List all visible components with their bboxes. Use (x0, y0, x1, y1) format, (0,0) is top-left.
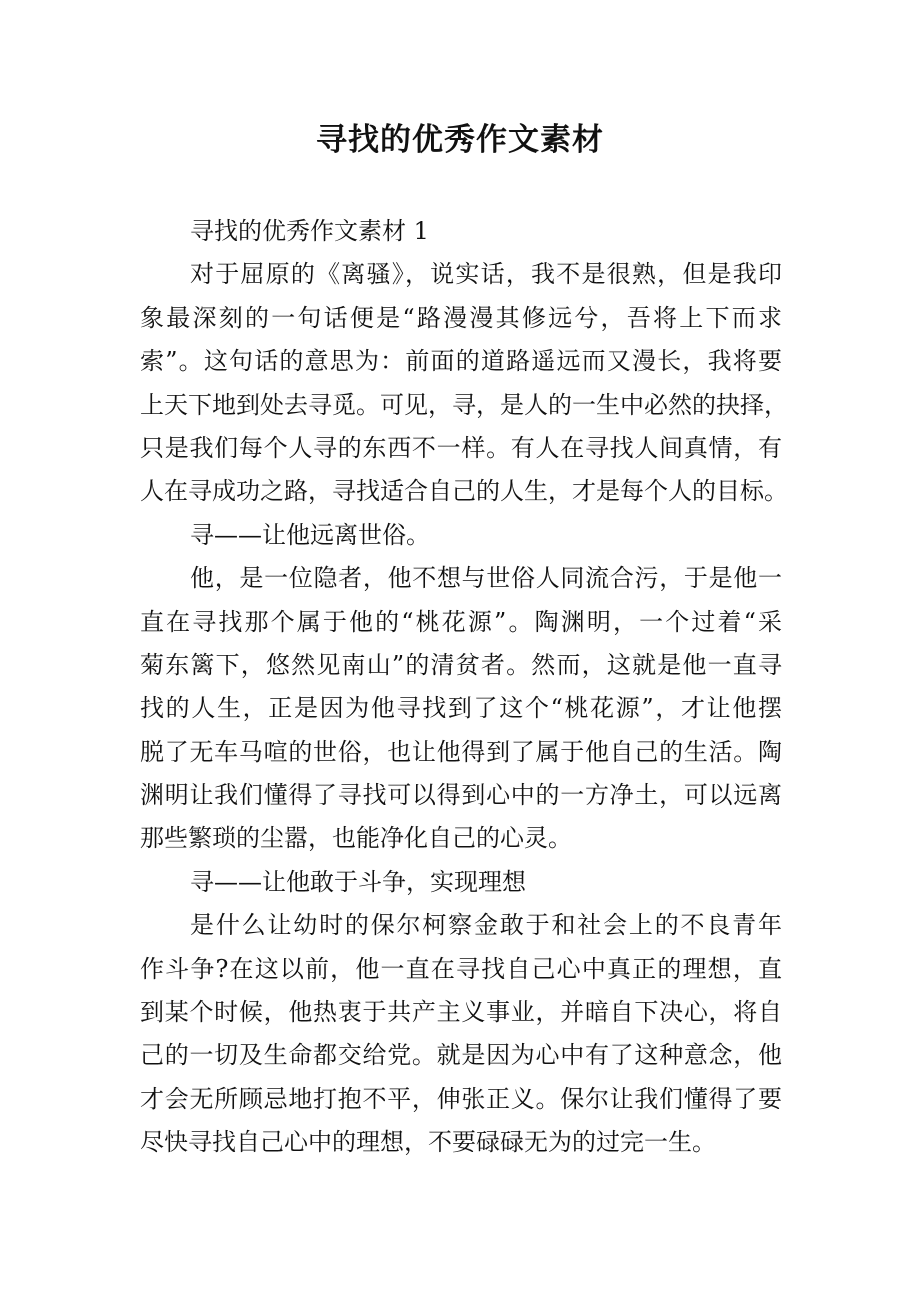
section-heading: 寻——让他远离世俗。 (190, 520, 430, 549)
paragraph-line: 是什么让幼时的保尔柯察金敢于和社会上的不良青年 (190, 911, 782, 940)
document-body (140, 210, 788, 1165)
paragraph-line: 直在寻找那个属于他的“桃花源”。陶渊明，一个过着“采 (140, 607, 782, 636)
section-heading: 寻找的优秀作文素材 1 (190, 217, 429, 245)
paragraph-line: 作斗争?在这以前，他一直在寻找自己心中真正的理想，直 (140, 954, 782, 983)
paragraph-line: 象最深刻的一句话便是“路漫漫其修远兮，吾将上下而求 (140, 303, 782, 332)
paragraph-line: 己的一切及生命都交给党。就是因为心中有了这种意念，他 (140, 1041, 782, 1070)
paragraph-line: 渊明让我们懂得了寻找可以得到心中的一方净土，可以远离 (140, 781, 782, 810)
paragraph-line: 脱了无车马喧的世俗，也让他得到了属于他自己的生活。陶 (140, 737, 782, 766)
paragraph-line: 他，是一位隐者，他不想与世俗人同流合污，于是他一 (190, 564, 782, 593)
paragraph-line: 对于屈原的《离骚》，说实话，我不是很熟，但是我印 (190, 260, 782, 289)
section-heading: 寻——让他敢于斗争，实现理想 (190, 867, 526, 896)
paragraph-line: 才会无所顾忌地打抱不平，伸张正义。保尔让我们懂得了要 (140, 1084, 782, 1113)
paragraph-line: 只是我们每个人寻的东西不一样。有人在寻找人间真情，有 (140, 433, 782, 462)
document-title: 寻找的优秀作文素材 (316, 122, 604, 158)
paragraph-line: 上天下地到处去寻觅。可见，寻，是人的一生中必然的抉择， (140, 390, 788, 419)
paragraph-line: 尽快寻找自己心中的理想，不要碌碌无为的过完一生。 (140, 1128, 716, 1157)
paragraph-line: 索”。这句话的意思为：前面的道路遥远而又漫长，我将要 (140, 347, 782, 376)
paragraph-line: 人在寻成功之路，寻找适合自己的人生，才是每个人的目标。 (140, 477, 788, 506)
paragraph-line: 到某个时候，他热衷于共产主义事业，并暗自下决心，将自 (140, 998, 782, 1027)
paragraph-line: 找的人生，正是因为他寻找到了这个“桃花源”，才让他摆 (140, 694, 782, 723)
paragraph-line: 那些繁琐的尘嚣，也能净化自己的心灵。 (140, 824, 572, 853)
paragraph-line: 菊东篱下，悠然见南山”的清贫者。然而，这就是他一直寻 (140, 650, 782, 679)
